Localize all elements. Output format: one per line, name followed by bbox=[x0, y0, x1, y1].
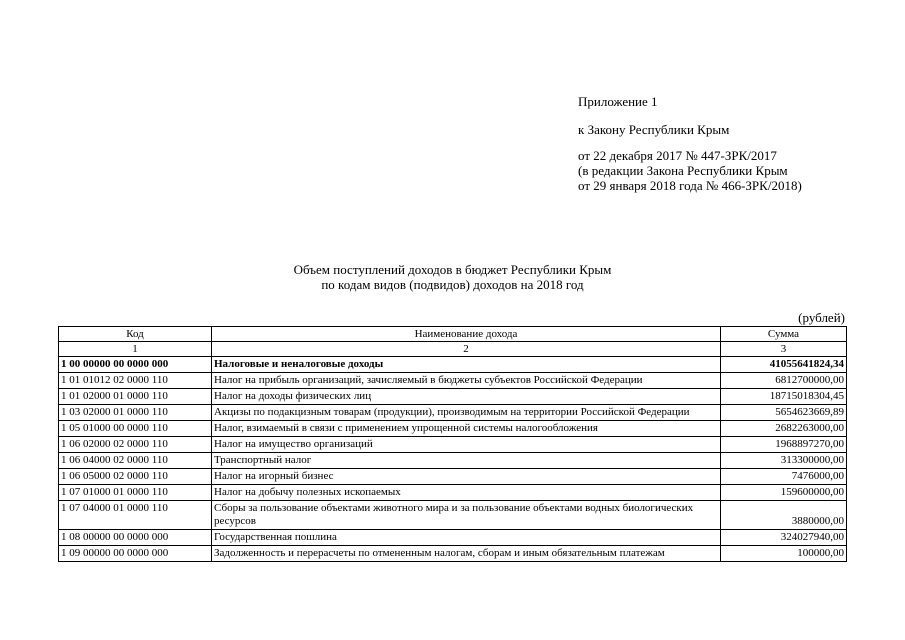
column-number: 2 bbox=[212, 342, 721, 357]
row-sum: 18715018304,45 bbox=[721, 389, 847, 405]
row-code: 1 07 01000 01 0000 110 bbox=[59, 485, 212, 501]
appendix-line: Приложение 1 bbox=[578, 94, 658, 109]
unit-label: (рублей) bbox=[798, 310, 845, 325]
row-code: 1 06 02000 02 0000 110 bbox=[59, 437, 212, 453]
row-sum: 2682263000,00 bbox=[721, 421, 847, 437]
row-code: 1 09 00000 00 0000 000 bbox=[59, 546, 212, 562]
row-sum: 7476000,00 bbox=[721, 469, 847, 485]
row-sum: 3880000,00 bbox=[721, 501, 847, 530]
row-name: Государственная пошлина bbox=[212, 530, 721, 546]
table-row bbox=[59, 530, 847, 546]
header-row bbox=[59, 327, 847, 342]
table-row bbox=[59, 501, 847, 530]
row-sum: 41055641824,34 bbox=[721, 357, 847, 373]
row-code: 1 01 01012 02 0000 110 bbox=[59, 373, 212, 389]
row-sum: 313300000,00 bbox=[721, 453, 847, 469]
row-code: 1 00 00000 00 0000 000 bbox=[59, 357, 212, 373]
header-name: Наименование дохода bbox=[212, 327, 721, 342]
table-row bbox=[59, 485, 847, 501]
appendix-line: (в редакции Закона Республики Крым bbox=[578, 163, 788, 178]
table-row bbox=[59, 437, 847, 453]
row-name: Транспортный налог bbox=[212, 453, 721, 469]
table-row bbox=[59, 389, 847, 405]
row-name: Налог на имущество организаций bbox=[212, 437, 721, 453]
table-row bbox=[59, 357, 847, 373]
table-row bbox=[59, 421, 847, 437]
title-line: Объем поступлений доходов в бюджет Республики Крым bbox=[293, 262, 612, 277]
row-name: Налог, взимаемый в связи с применением упрощенной системы налогообложения bbox=[212, 421, 721, 437]
table-row bbox=[59, 469, 847, 485]
appendix-header bbox=[578, 94, 802, 193]
table-row bbox=[59, 373, 847, 389]
table-row bbox=[59, 405, 847, 421]
table-row bbox=[59, 546, 847, 562]
row-name: Налоговые и неналоговые доходы bbox=[212, 357, 721, 373]
row-sum: 324027940,00 bbox=[721, 530, 847, 546]
row-sum: 100000,00 bbox=[721, 546, 847, 562]
row-code: 1 08 00000 00 0000 000 bbox=[59, 530, 212, 546]
row-name: Налог на игорный бизнес bbox=[212, 469, 721, 485]
column-number: 3 bbox=[721, 342, 847, 357]
row-code: 1 05 01000 00 0000 110 bbox=[59, 421, 212, 437]
document-title bbox=[0, 262, 905, 292]
row-sum: 159600000,00 bbox=[721, 485, 847, 501]
row-name: Налог на доходы физических лиц bbox=[212, 389, 721, 405]
row-code: 1 03 02000 01 0000 110 bbox=[59, 405, 212, 421]
row-sum: 6812700000,00 bbox=[721, 373, 847, 389]
row-code: 1 06 04000 02 0000 110 bbox=[59, 453, 212, 469]
appendix-line: от 29 января 2018 года № 466-ЗРК/2018) bbox=[578, 178, 802, 193]
row-code: 1 07 04000 01 0000 110 bbox=[59, 501, 212, 530]
row-name: Акцизы по подакцизным товарам (продукции), производимым на территории Российской Федерации bbox=[212, 405, 721, 421]
row-sum: 1968897270,00 bbox=[721, 437, 847, 453]
row-code: 1 01 02000 01 0000 110 bbox=[59, 389, 212, 405]
row-name: Сборы за пользование объектами животного мира и за пользование объектами водных биологических ресурсов bbox=[212, 501, 721, 530]
header-sum: Сумма bbox=[721, 327, 847, 342]
title-line: по кодам видов (подвидов) доходов на 2018 год bbox=[321, 277, 584, 292]
revenue-table bbox=[58, 326, 847, 562]
row-sum: 5654623669,89 bbox=[721, 405, 847, 421]
row-code: 1 06 05000 02 0000 110 bbox=[59, 469, 212, 485]
table-row bbox=[59, 453, 847, 469]
row-name: Задолженность и перерасчеты по отмененным налогам, сборам и иным обязательным платежам bbox=[212, 546, 721, 562]
header-code: Код bbox=[59, 327, 212, 342]
column-number-row bbox=[59, 342, 847, 357]
appendix-line: от 22 декабря 2017 № 447-ЗРК/2017 bbox=[578, 148, 777, 163]
column-number: 1 bbox=[59, 342, 212, 357]
appendix-line: к Закону Республики Крым bbox=[578, 122, 730, 137]
row-name: Налог на добычу полезных ископаемых bbox=[212, 485, 721, 501]
row-name: Налог на прибыль организаций, зачисляемый в бюджеты субъектов Российской Федерации bbox=[212, 373, 721, 389]
